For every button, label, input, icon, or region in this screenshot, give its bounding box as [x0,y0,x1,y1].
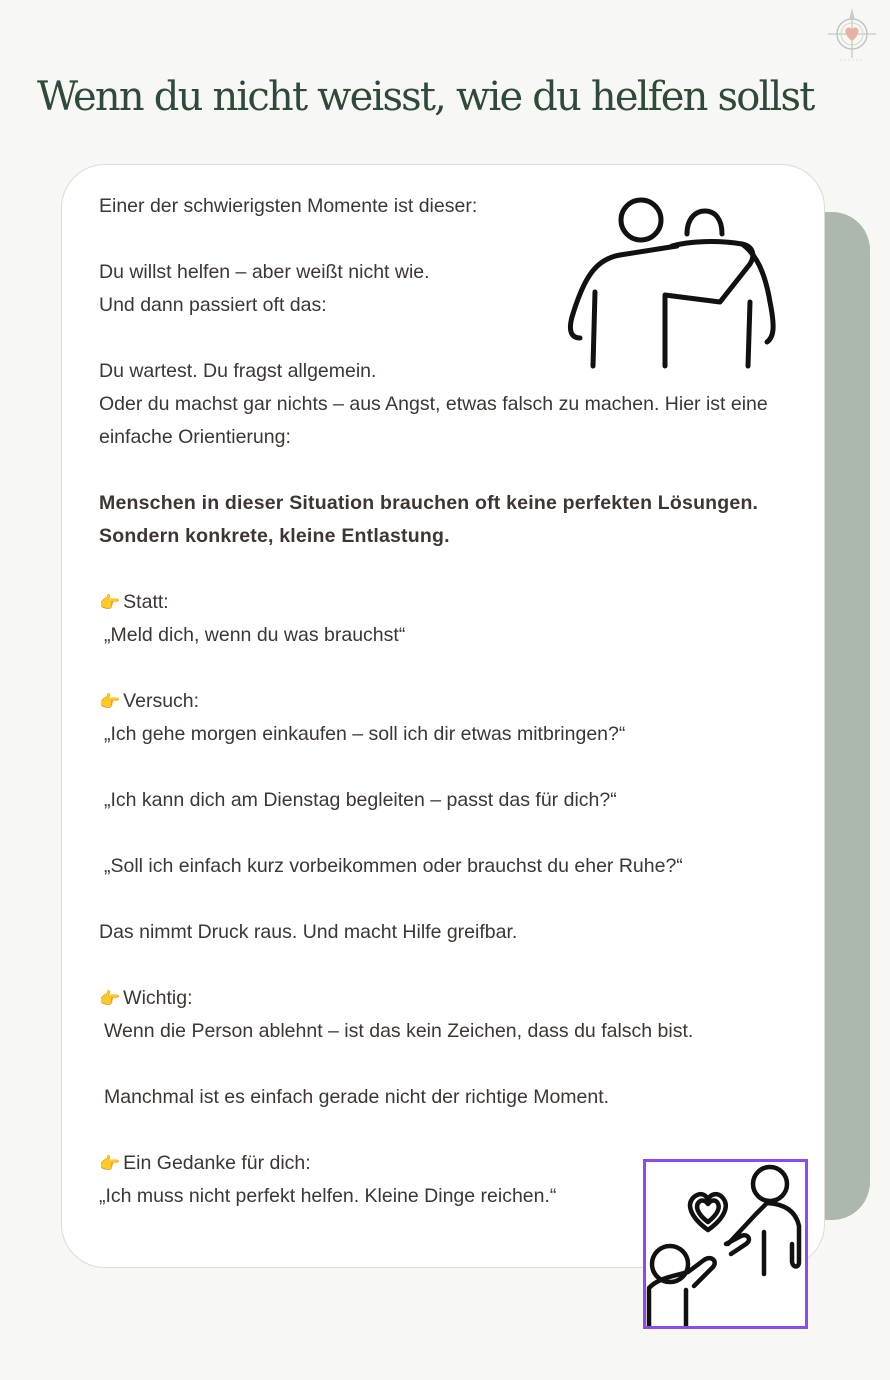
pointing-hand-icon: 👉 [99,1154,121,1173]
page-title: Wenn du nicht weisst, wie du helfen sollst [37,74,814,120]
try-quote: „Ich kann dich am Dienstag begleiten – passt das für dich?“ [104,789,617,811]
intro-line: Und dann passiert oft das: [99,294,327,316]
instead-label: Statt: [123,591,169,613]
thought-quote: „Ich muss nicht perfekt helfen. Kleine Dinge reichen.“ [99,1185,557,1207]
intro-paragraph: Oder du machst gar nichts – aus Angst, etwas falsch zu machen. Hier ist eine einfache Orientierung: [99,393,768,448]
helping-hand-heart-icon[interactable] [643,1159,808,1329]
important-text: Manchmal ist es einfach gerade nicht der richtige Moment. [104,1086,610,1108]
try-quote: „Ich gehe morgen einkaufen – soll ich dir etwas mitbringen?“ [104,723,626,745]
pointing-hand-icon: 👉 [99,989,121,1008]
intro-line: Einer der schwierigsten Momente ist dieser: [99,195,478,217]
pointing-hand-icon: 👉 [99,692,121,711]
intro-line: Du willst helfen – aber weißt nicht wie. [99,261,430,283]
main-text [99,190,789,1246]
compass-heart-logo [826,6,878,62]
key-message: Menschen in dieser Situation brauchen oft keine perfekten Lösungen. Sondern konkrete, kleine Entlastung. [99,492,759,547]
try-quote: „Soll ich einfach kurz vorbeikommen oder brauchst du eher Ruhe?“ [104,855,683,877]
important-text: Wenn die Person ablehnt – ist das kein Zeichen, dass du falsch bist. [104,1020,694,1042]
relief-text: Das nimmt Druck raus. Und macht Hilfe greifbar. [99,921,518,943]
important-label: Wichtig: [123,987,193,1009]
intro-line: Du wartest. Du fragst allgemein. [99,360,377,382]
pointing-hand-icon: 👉 [99,593,121,612]
try-label: Versuch: [123,690,200,712]
instead-quote: „Meld dich, wenn du was brauchst“ [104,624,406,646]
thought-label: Ein Gedanke für dich: [123,1152,311,1174]
